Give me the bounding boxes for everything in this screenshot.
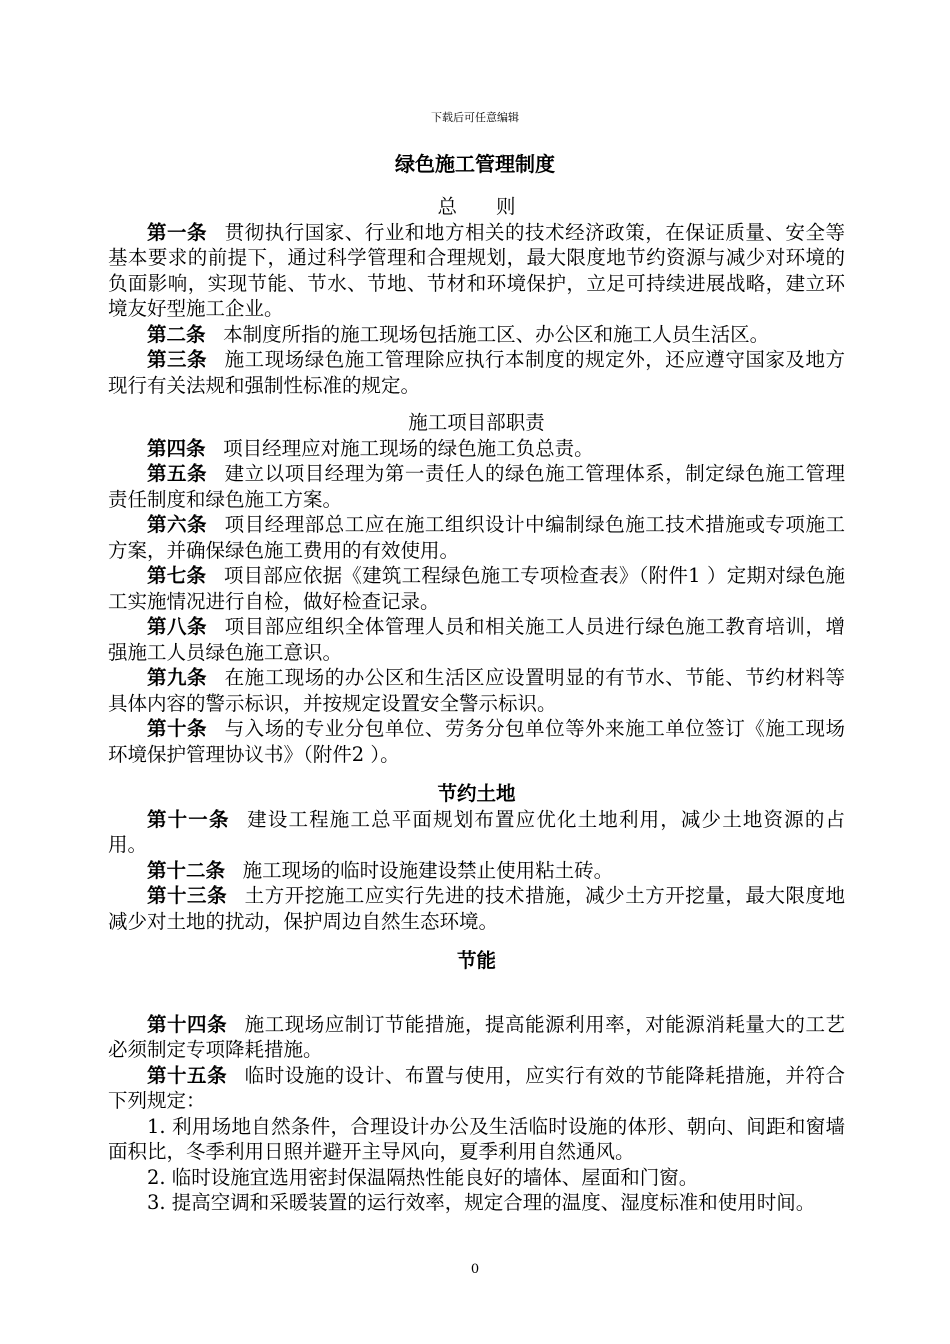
article-label: 第十四条 xyxy=(147,1012,228,1036)
article-label: 第一条 xyxy=(147,220,208,244)
article-text: 建立以项目经理为第一责任人的绿色施工管理体系，制定绿色施工管理责任制度和绿色施工方案。 xyxy=(108,462,845,511)
section-heading-general: 总 则 xyxy=(437,195,516,218)
article-label: 第五条 xyxy=(147,462,208,485)
article-10 xyxy=(108,716,845,767)
article-label: 第六条 xyxy=(147,513,208,536)
article-7 xyxy=(108,563,845,614)
article-label: 第十二条 xyxy=(147,858,226,882)
article-label: 第七条 xyxy=(147,564,207,587)
article-text: 项目部应依据《建筑工程绿色施工专项检查表》（附件1 ）定期对绿色施工实施情况进行自检，做好检查记录。 xyxy=(108,564,845,613)
article-text: 项目部应组织全体管理人员和相关施工人员进行绿色施工教育培训，增强施工人员绿色施工意识。 xyxy=(108,615,845,664)
section-heading-energy: 节能 xyxy=(456,949,496,972)
article-label: 第十三条 xyxy=(147,884,228,907)
article-label: 第十条 xyxy=(147,717,208,740)
article-15 xyxy=(108,1063,845,1114)
list-item: 3. 提高空调和采暖装置的运行效率，规定合理的温度、湿度标准和使用时间。 xyxy=(147,1191,816,1214)
article-text: 施工现场绿色施工管理除应执行本制度的规定外，还应遵守国家及地方现行有关法规和强制性标准的规定。 xyxy=(108,348,845,397)
article-text: 建设工程施工总平面规划布置应优化土地利用，减少土地资源的占用。 xyxy=(108,807,845,856)
article-9 xyxy=(108,665,845,716)
article-text: 贯彻执行国家、行业和地方相关的技术经济政策，在保证质量、安全等基本要求的前提下，通过科学管理和合理规划，最大限度地节约资源与减少对环境的负面影响，实现节能、节水、节地、节材和环境保护，立足可持续进展战略，建立环境友好型施工企业。 xyxy=(108,220,845,320)
header-note: 下载后可任意编辑 xyxy=(431,111,519,124)
article-11 xyxy=(108,807,845,858)
article-text: 施工现场应制订节能措施，提高能源利用率，对能源消耗量大的工艺必须制定专项降耗措施。 xyxy=(108,1012,845,1061)
article-label: 第三条 xyxy=(147,348,208,371)
article-text: 在施工现场的办公区和生活区应设置明显的有节水、节能、节约材料等具体内容的警示标识，并按规定设置安全警示标识。 xyxy=(108,666,845,715)
article-label: 第九条 xyxy=(147,666,208,689)
document-body xyxy=(108,194,845,1216)
article-6 xyxy=(108,512,845,563)
article-14 xyxy=(108,1012,845,1063)
list-item: 2. 临时设施宜选用密封保温隔热性能良好的墙体、屋面和门窗。 xyxy=(147,1165,699,1189)
article-text: 土方开挖施工应实行先进的技术措施，减少土方开挖量，最大限度地减少对土地的扰动，保护周边自然生态环境。 xyxy=(108,884,845,933)
article-text: 项目经理部总工应在施工组织设计中编制绿色施工技术措施或专项施工方案，并确保绿色施工费用的有效使用。 xyxy=(108,513,845,562)
article-text: 项目经理应对施工现场的绿色施工负总责。 xyxy=(223,436,594,460)
list-item: 1. 利用场地自然条件，合理设计办公及生活临时设施的体形、朝向、间距和窗墙面积比，冬季利用日照并避开主导风向，夏季利用自然通风。 xyxy=(108,1114,845,1163)
article-2 xyxy=(108,322,845,348)
article-label: 第二条 xyxy=(147,322,206,346)
article-12 xyxy=(108,858,845,884)
article-4 xyxy=(108,436,845,462)
page-number: 0 xyxy=(470,1262,480,1277)
section-heading-responsibilities: 施工项目部职责 xyxy=(408,411,545,434)
article-13 xyxy=(108,883,845,934)
article-1 xyxy=(108,220,845,322)
article-text: 与入场的专业分包单位、劳务分包单位等外来施工单位签订《施工现场环境保护管理协议书》（附件2 ）。 xyxy=(108,717,845,766)
article-3 xyxy=(108,347,845,398)
section-heading-land: 节约土地 xyxy=(437,782,516,805)
article-label: 第四条 xyxy=(147,436,206,460)
document-title: 绿色施工管理制度 xyxy=(395,152,555,176)
article-text: 本制度所指的施工现场包括施工区、办公区和施工人员生活区。 xyxy=(223,322,770,346)
article-label: 第八条 xyxy=(147,615,208,638)
article-text: 施工现场的临时设施建设禁止使用粘土砖。 xyxy=(242,858,614,882)
article-5 xyxy=(108,461,845,512)
article-8 xyxy=(108,614,845,665)
article-text: 临时设施的设计、布置与使用，应实行有效的节能降耗措施，并符合下列规定： xyxy=(108,1063,845,1112)
article-label: 第十五条 xyxy=(147,1063,228,1087)
article-label: 第十一条 xyxy=(147,807,230,831)
